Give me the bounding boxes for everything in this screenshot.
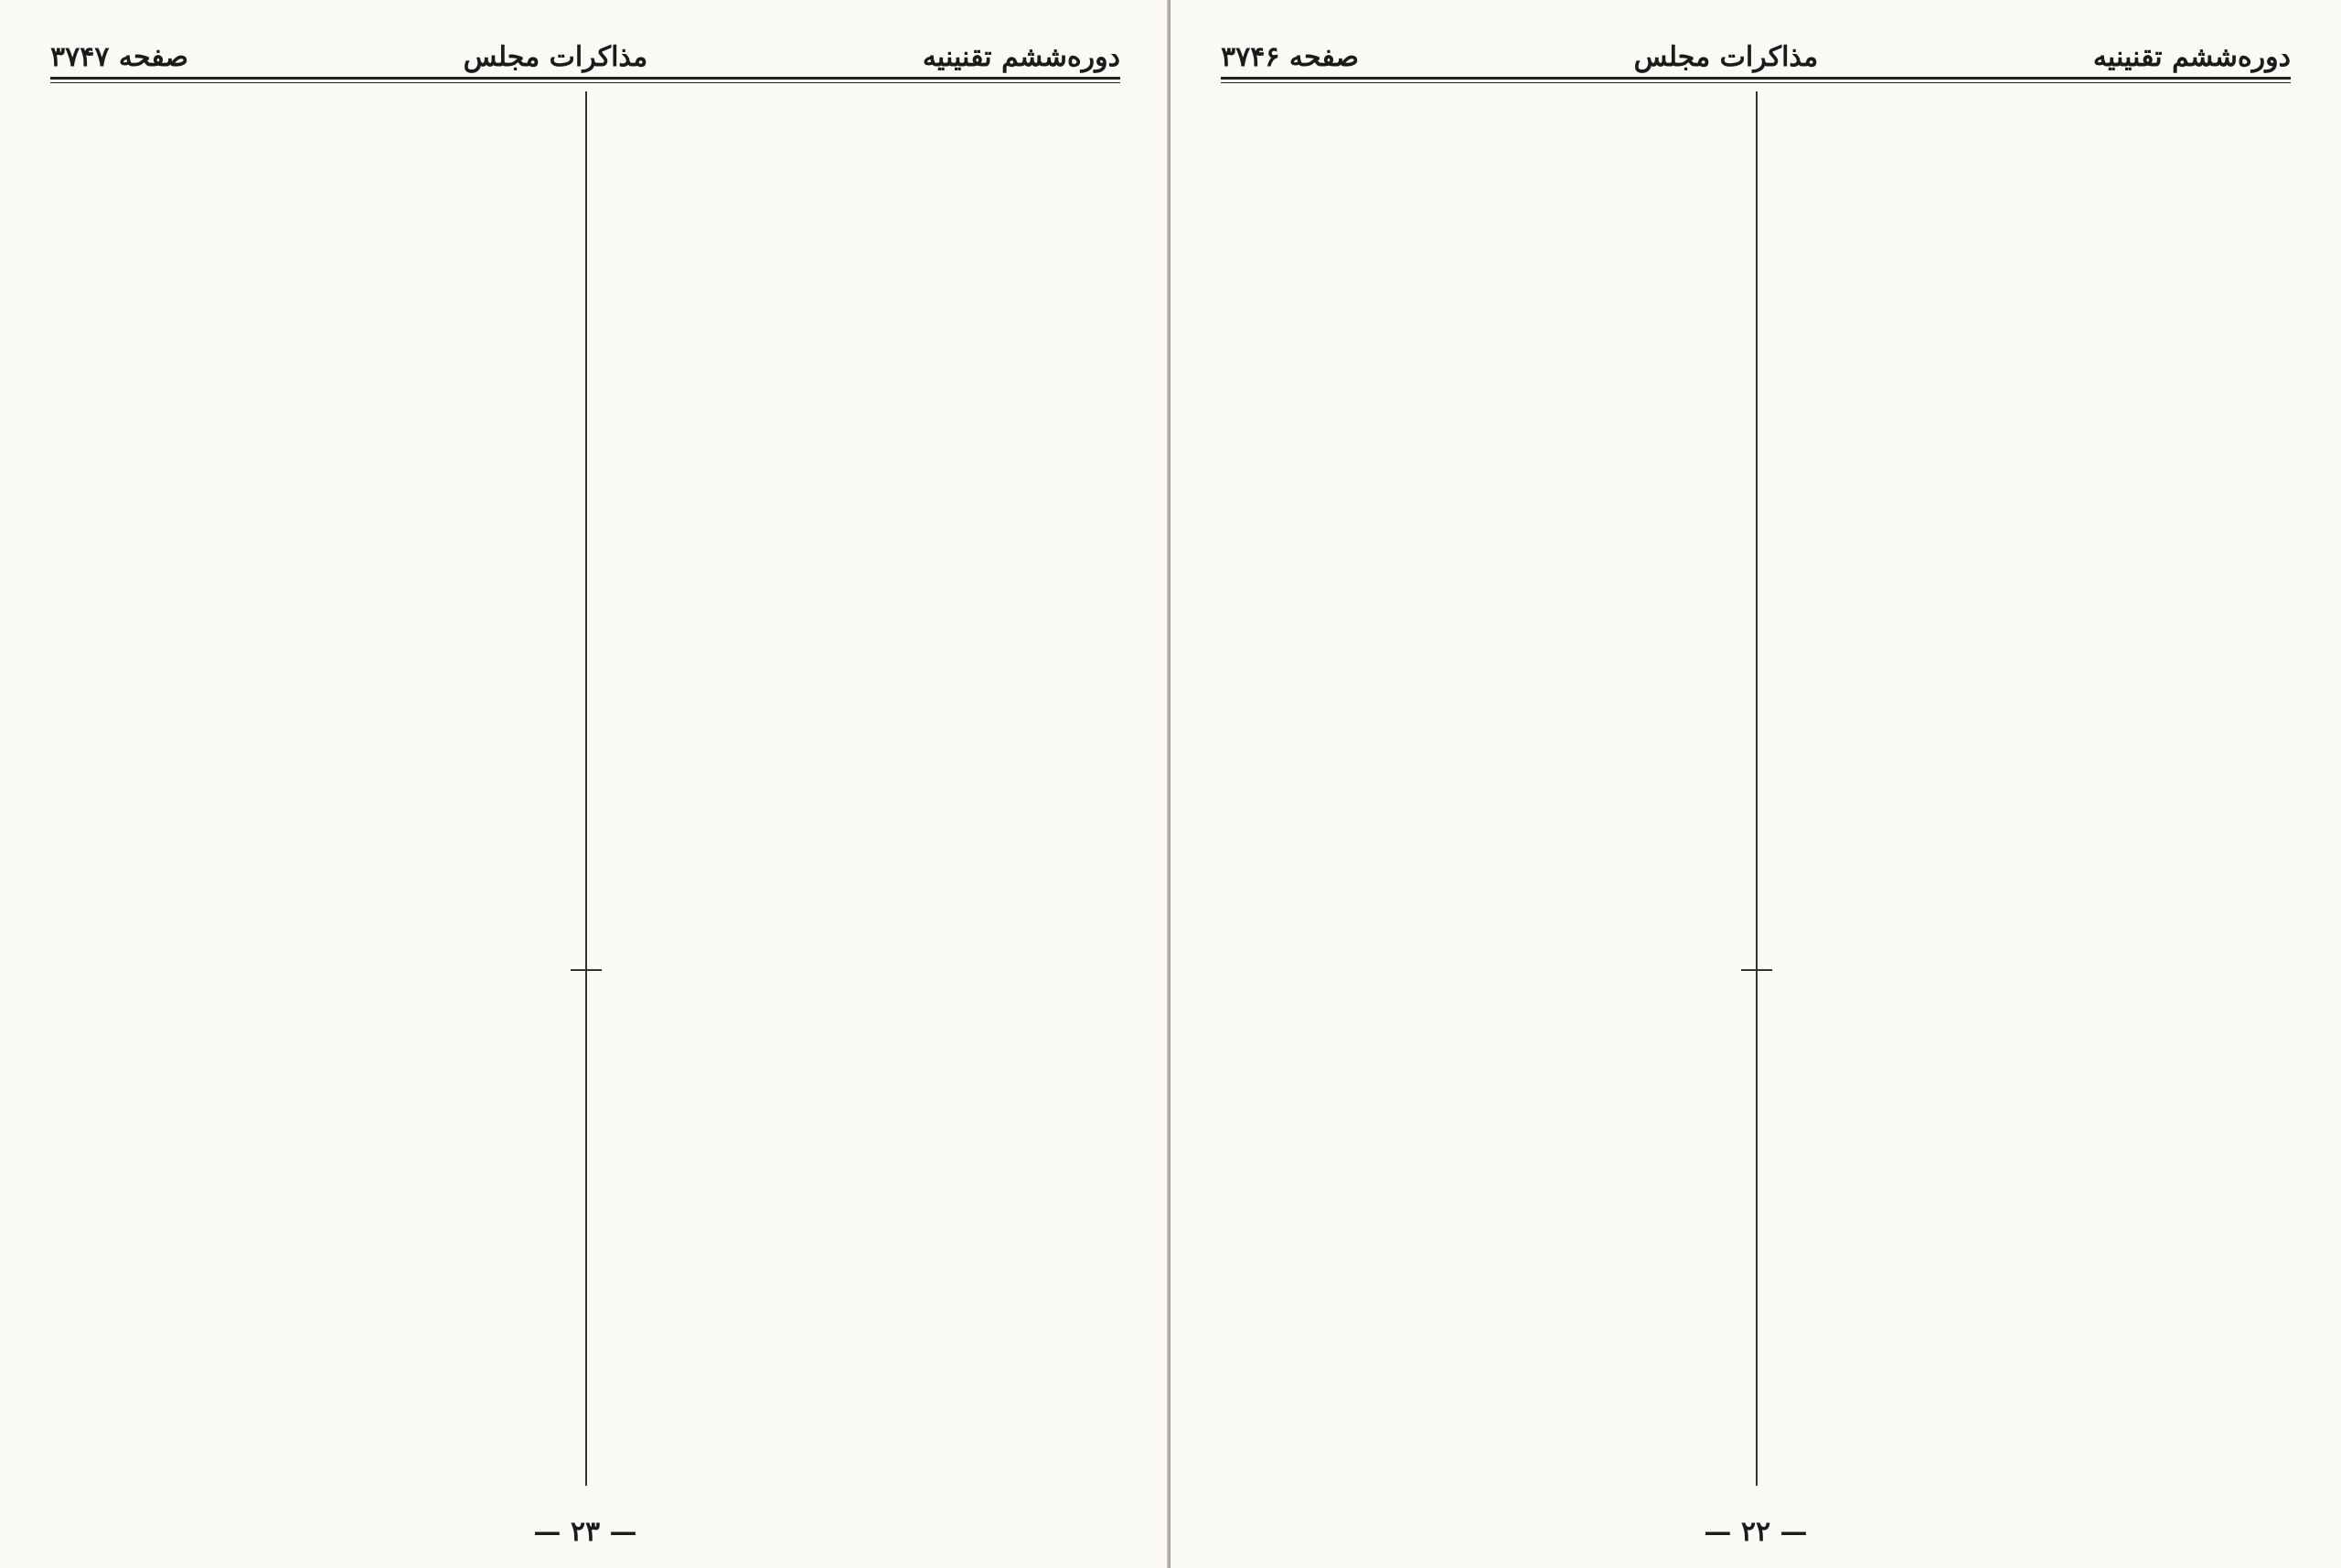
session-label: دوره‌ششم تقنینیه (922, 41, 1120, 73)
header-rule (1221, 77, 2291, 83)
session-label: دوره‌ششم تقنینیه (2092, 41, 2291, 73)
running-title: مذاکرات مجلس (463, 41, 648, 73)
page-header (1221, 26, 2291, 73)
header-rule (50, 77, 1120, 83)
left-page (0, 0, 1170, 1568)
page-number-label: صفحه ۳۷۴۶ (1221, 41, 1359, 73)
running-title: مذاکرات مجلس (1633, 41, 1819, 73)
page-footer-number: — ۲۳ — (533, 1516, 637, 1548)
page-header (50, 26, 1120, 73)
text-columns (1221, 91, 2291, 1486)
page-footer-number: — ۲۲ — (1704, 1516, 1808, 1548)
page-number-label: صفحه ۳۷۴۷ (50, 41, 188, 73)
text-column-right (601, 91, 1120, 1486)
text-column-right (1771, 91, 2291, 1486)
right-page (1170, 0, 2341, 1568)
text-column-left (50, 91, 570, 1486)
text-columns (50, 91, 1120, 1486)
text-column-left (1221, 91, 1740, 1486)
